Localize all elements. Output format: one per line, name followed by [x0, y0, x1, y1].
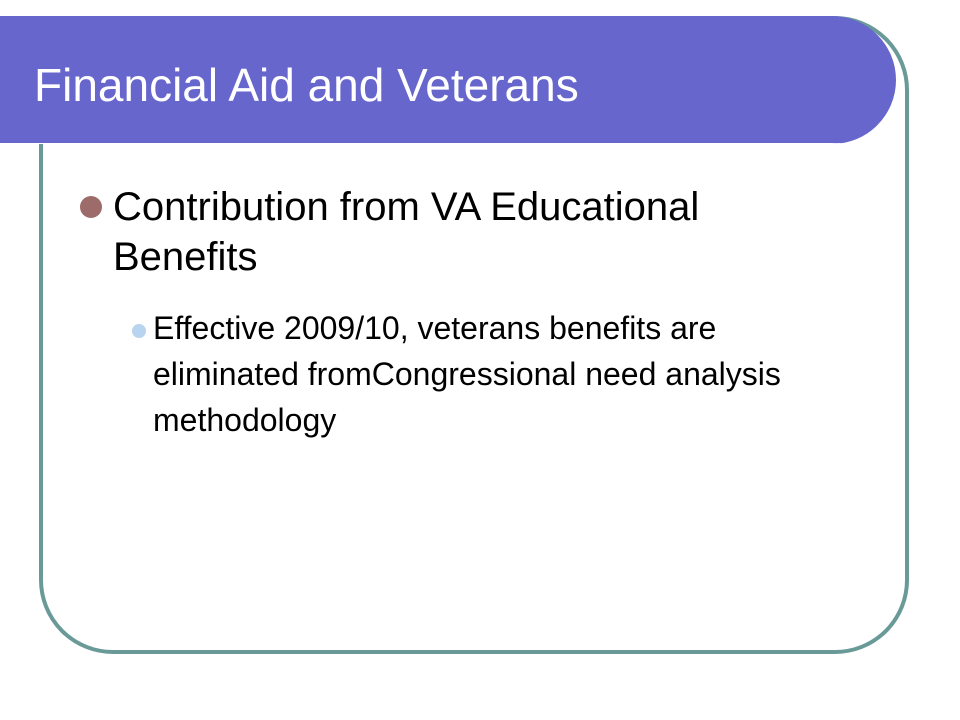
bullet-dot-level-1	[80, 196, 102, 218]
slide-title: Financial Aid and Veterans	[34, 59, 579, 111]
bullet-text-level-2: Effective 2009/10, veterans benefits are eliminated fromCongressional need analysis methodology	[153, 310, 781, 438]
title-underline	[0, 143, 848, 144]
bullet-text-level-1: Contribution from VA Educational Benefits	[113, 185, 700, 279]
title-bar	[0, 16, 896, 144]
bullet-dot-level-2	[132, 324, 146, 338]
